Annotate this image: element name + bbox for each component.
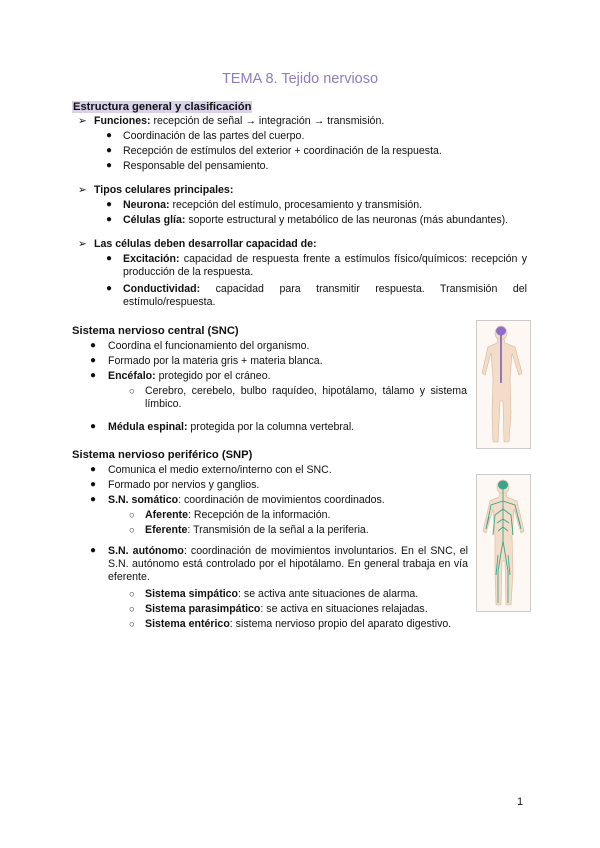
- excitacion-text: capacidad de respuesta frente a estímulos físico/químicos: recepción y producción de la respuesta.: [123, 253, 527, 278]
- arrow-bullet-icon: ➢: [78, 238, 87, 250]
- circle-bullet-icon: ○: [129, 510, 135, 521]
- circle-bullet-icon: ○: [129, 604, 135, 615]
- bullet-icon: ●: [106, 283, 113, 294]
- list-item: [145, 524, 369, 537]
- parasimpatico-label: Sistema parasimpático: [145, 603, 261, 615]
- aferente-text: : Recepción de la información.: [187, 509, 331, 521]
- neurona-label: Neurona:: [123, 199, 170, 211]
- list-item: Responsable del pensamiento.: [123, 160, 269, 172]
- simpatico-label: Sistema simpático: [145, 588, 239, 600]
- encefalo-label: Encéfalo:: [108, 370, 156, 382]
- cns-body-illustration: [476, 320, 531, 449]
- bullet-icon: ●: [90, 370, 97, 381]
- list-item: [123, 199, 422, 212]
- autonomo-label: S.N. autónomo: [108, 545, 184, 557]
- tipos-label: Tipos celulares principales:: [94, 184, 234, 196]
- bullet-icon: ●: [90, 494, 97, 505]
- list-item: [123, 253, 527, 279]
- list-item: [123, 283, 527, 309]
- enterico-label: Sistema entérico: [145, 618, 230, 630]
- list-item: Recepción de estímulos del exterior + coordinación de la respuesta.: [123, 145, 442, 157]
- bullet-icon: ●: [90, 421, 97, 432]
- capacidad-label: Las células deben desarrollar capacidad de:: [94, 238, 317, 250]
- section-heading-snc: Sistema nervioso central (SNC): [72, 325, 239, 337]
- bullet-icon: ●: [90, 479, 97, 490]
- eferente-label: Eferente: [145, 524, 188, 536]
- somatico-label: S.N. somático: [108, 494, 179, 506]
- list-item: [108, 545, 468, 584]
- list-item: Coordinación de las partes del cuerpo.: [123, 130, 305, 142]
- page-number: 1: [517, 796, 523, 808]
- bullet-icon: ●: [106, 160, 113, 171]
- circle-bullet-icon: ○: [129, 525, 135, 536]
- bullet-icon: ●: [106, 214, 113, 225]
- bullet-icon: ●: [90, 464, 97, 475]
- list-item: Comunica el medio externo/interno con el SNC.: [108, 464, 332, 476]
- eferente-text: : Transmisión de la señal a la periferia.: [187, 524, 369, 536]
- list-item: [108, 421, 354, 434]
- cns-figure-icon: [477, 321, 530, 448]
- excitacion-label: Excitación:: [123, 253, 180, 265]
- circle-bullet-icon: ○: [129, 619, 135, 630]
- funciones-label: Funciones:: [94, 115, 151, 127]
- bullet-icon: ●: [106, 199, 113, 210]
- list-item: Coordina el funcionamiento del organismo.: [108, 340, 310, 352]
- circle-bullet-icon: ○: [129, 386, 135, 397]
- bullet-icon: ●: [106, 145, 113, 156]
- enterico-text: : sistema nervioso propio del aparato digestivo.: [229, 618, 452, 630]
- list-item: Formado por nervios y ganglios.: [108, 479, 260, 491]
- list-item: [108, 494, 385, 507]
- list-item: Formado por la materia gris + materia blanca.: [108, 355, 323, 367]
- glia-text: soporte estructural y metabólico de las neuronas (más abundantes).: [185, 214, 509, 226]
- pns-body-illustration: [476, 474, 531, 612]
- funciones-text: recepción de señal → integración → transmisión.: [150, 115, 385, 127]
- conductividad-label: Conductividad:: [123, 283, 201, 295]
- bullet-icon: ●: [90, 340, 97, 351]
- conductividad-text: capacidad para transmitir respuesta. Transmisión del estímulo/respuesta.: [123, 283, 527, 308]
- parasimpatico-text: : se activa en situaciones relajadas.: [260, 603, 428, 615]
- bullet-icon: ●: [106, 130, 113, 141]
- encefalo-text: protegido por el cráneo.: [155, 370, 271, 382]
- arrow-bullet-icon: ➢: [78, 115, 87, 127]
- neurona-text: recepción del estímulo, procesamiento y transmisión.: [169, 199, 423, 211]
- somatico-text: : coordinación de movimientos coordinados.: [178, 494, 385, 506]
- list-item: [145, 588, 418, 601]
- list-item: [145, 618, 451, 631]
- medula-text: protegida por la columna vertebral.: [187, 421, 355, 433]
- funciones-line: [94, 115, 384, 128]
- bullet-icon: ●: [90, 355, 97, 366]
- list-item: [145, 509, 331, 522]
- medula-label: Médula espinal:: [108, 421, 188, 433]
- page-title: TEMA 8. Tejido nervioso: [221, 71, 379, 87]
- autonomo-text: : coordinación de movimientos involuntarios. En el SNC, el S.N. autónomo está controlado por el hipotálamo. En general trabaja en vía eferente.: [108, 545, 468, 583]
- simpatico-text: : se activa ante situaciones de alarma.: [238, 588, 419, 600]
- arrow-bullet-icon: ➢: [78, 184, 87, 196]
- bullet-icon: ●: [90, 545, 97, 556]
- circle-bullet-icon: ○: [129, 589, 135, 600]
- bullet-icon: ●: [106, 253, 113, 264]
- section-heading-snp: Sistema nervioso periférico (SNP): [72, 449, 253, 461]
- section-heading-estructura: Estructura general y clasificación: [73, 101, 252, 113]
- list-item: [123, 214, 508, 227]
- glia-label: Células glía:: [123, 214, 186, 226]
- aferente-label: Aferente: [145, 509, 188, 521]
- list-item: [145, 603, 428, 616]
- pns-figure-icon: [477, 475, 530, 611]
- list-item: Cerebro, cerebelo, bulbo raquídeo, hipotálamo, tálamo y sistema límbico.: [145, 385, 467, 410]
- list-item: [108, 370, 271, 383]
